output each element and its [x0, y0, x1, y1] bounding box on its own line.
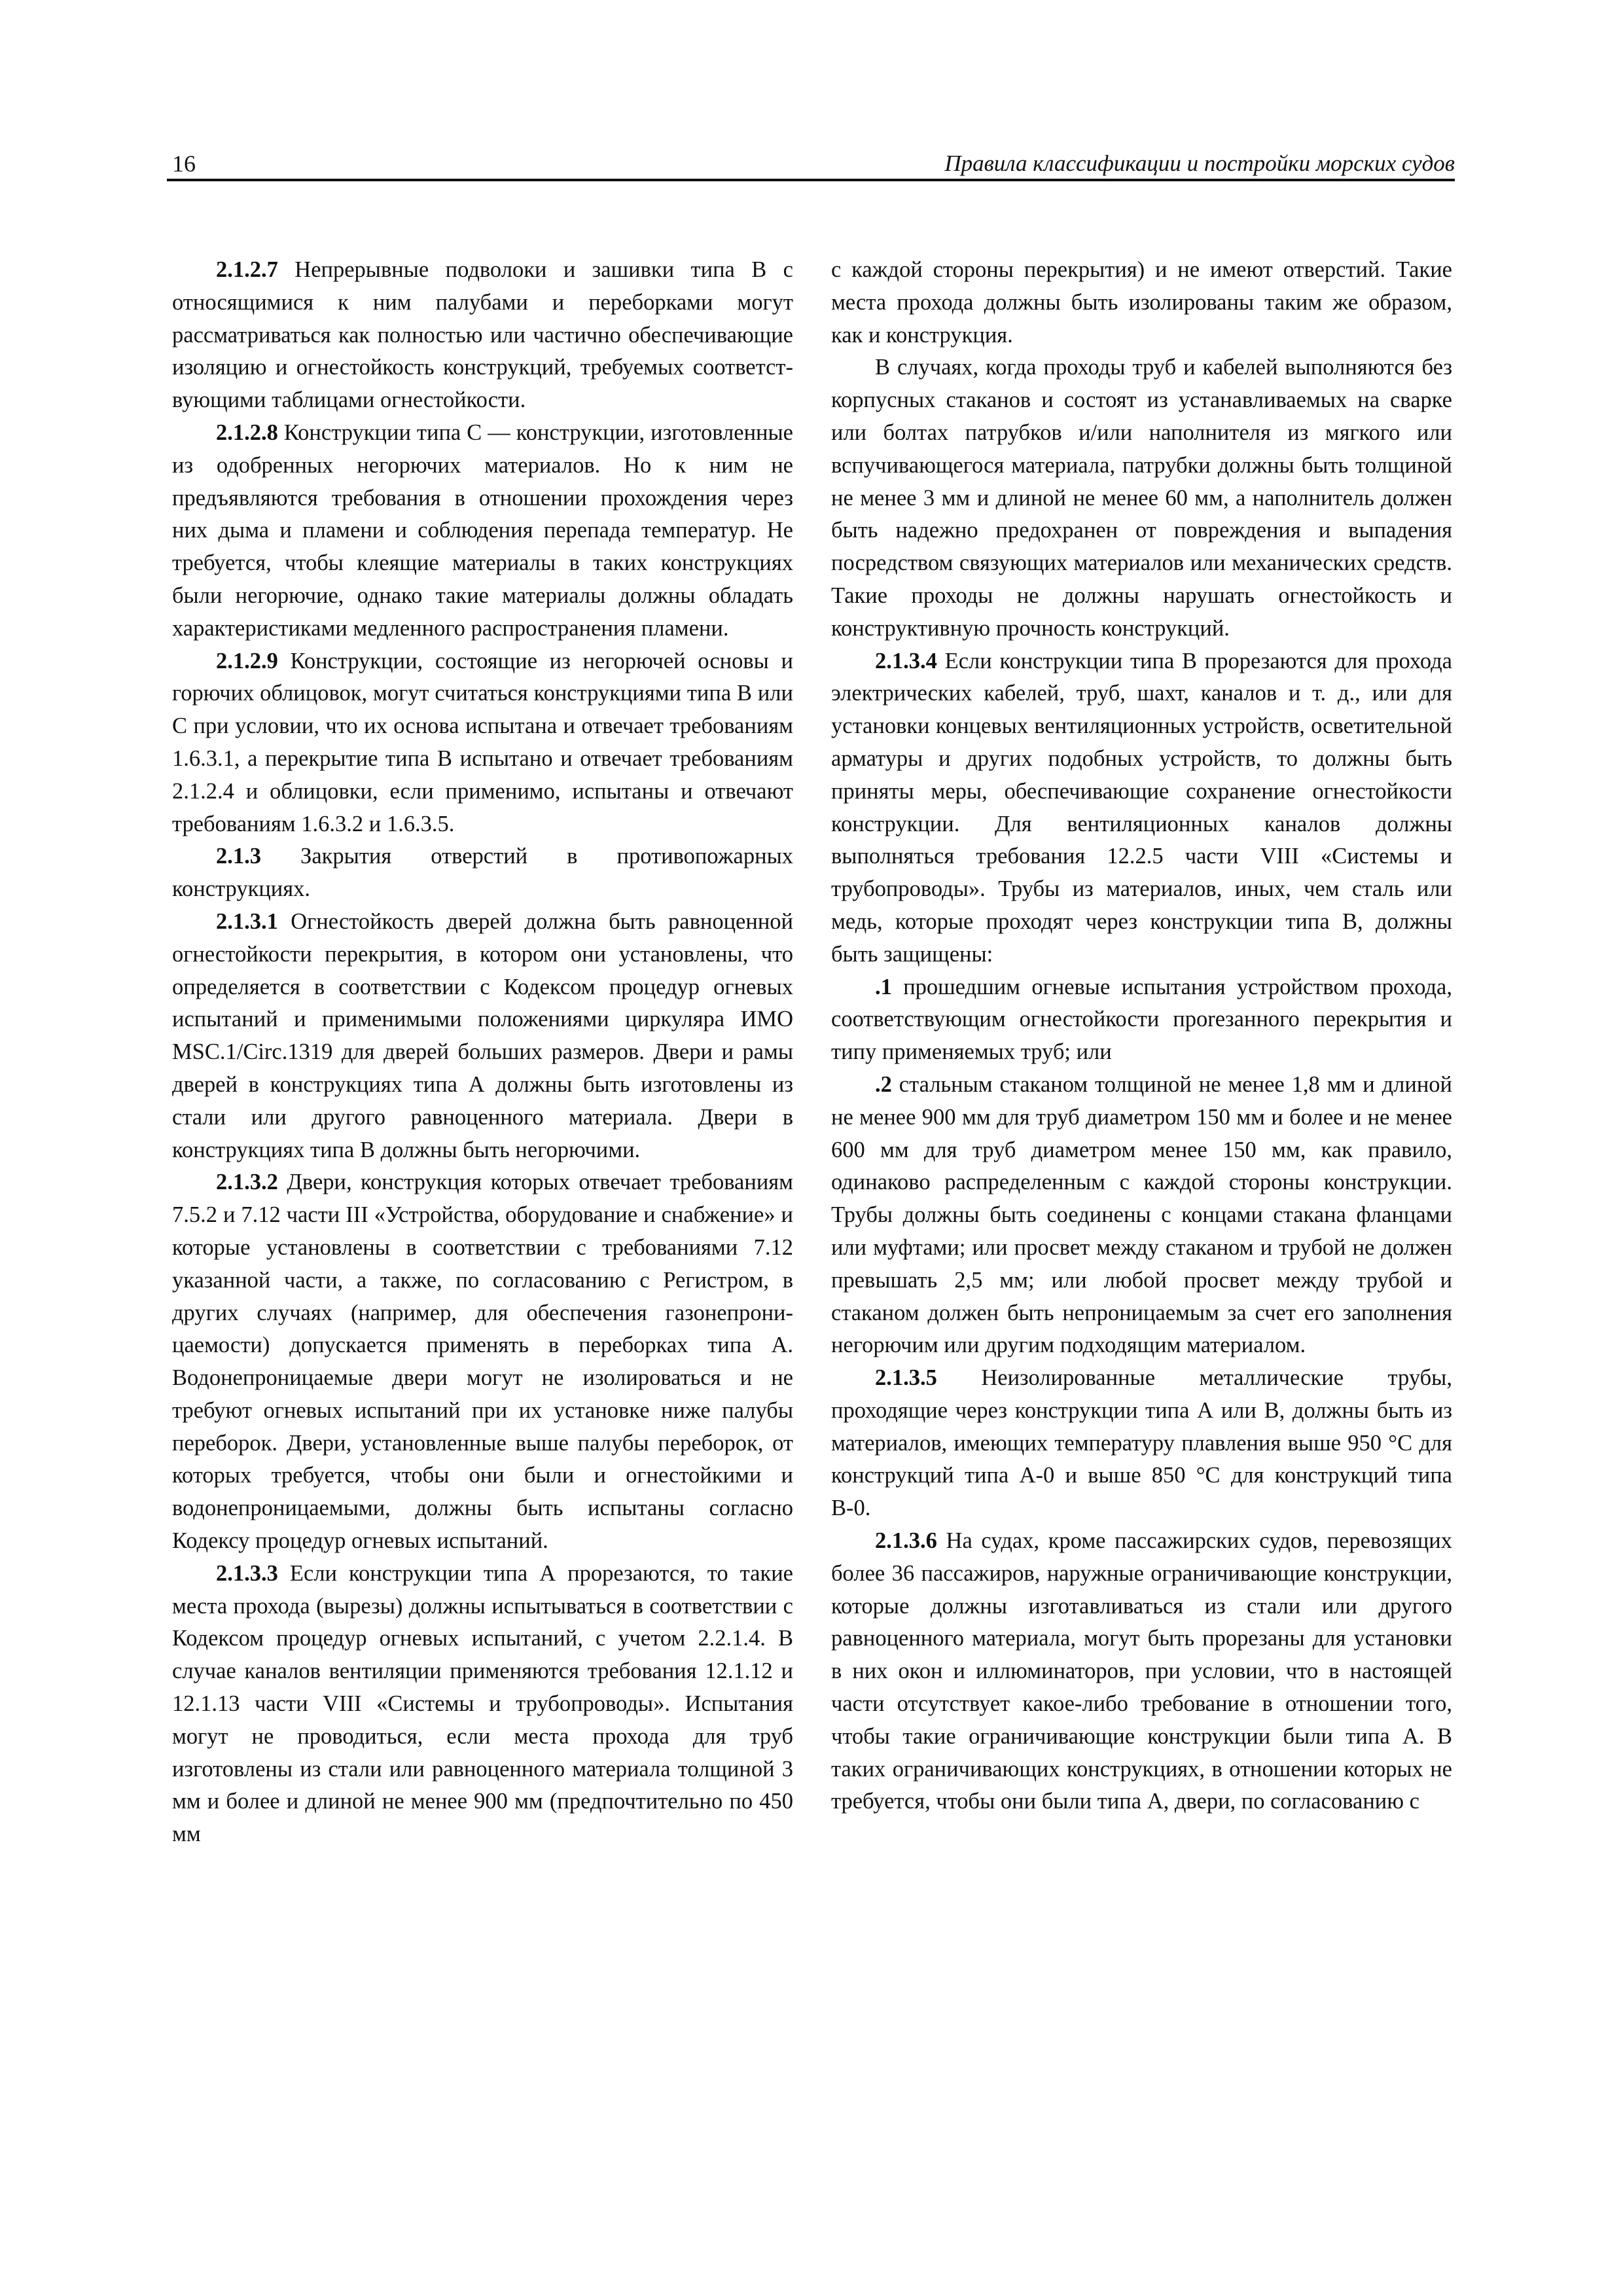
paragraph-pipe-passages — [831, 351, 1452, 645]
clause-number: 2.1.3.3 — [216, 1560, 278, 1586]
paragraph-text: На судах, кроме пассажирских судов, перевозящих более 36 пассажиров, наружные ограничивающие конструкции, которые должны изготавливаться из стали или другого равноценного материала, могут быть прорезаны для установки в них окон и иллюминаторов, при условии, что в настоящей части отсутствует какое-либо требование в отношении того, чтобы такие ограничивающие конструкции были типа А. В таких ограничивающих конструкциях, в отношении которых не требуется, чтобы они были типа А, двери, по согласованию с — [831, 1528, 1452, 1814]
paragraph-2-1-3-2 — [172, 1166, 793, 1558]
paragraph-text: Двери, конструкция которых отвечает требованиям 7.5.2 и 7.12 части III «Устройства, оборудование и снабжение» и которые установлены в соответствии с требованиями 7.12 указанной части, а также, по согласованию с Регистром, в других случаях (например, для обеспечения газонепроницаемости) допускается применять в переборках типа А. Водонепроницаемые двери могут не изолироваться и не требуют огневых испытаний при их установке ниже палубы переборок. Двери, установленные выше палубы переборок, от которых требуется, чтобы они были и огнестойкими и водонепроницаемыми, должны быть испытаны согласно Кодексу процедур огневых испытаний. — [172, 1170, 793, 1554]
list-item-1 — [831, 971, 1452, 1069]
clause-number: 2.1.3.1 — [216, 908, 278, 934]
paragraph-2-1-3-4 — [831, 645, 1452, 971]
section-heading-2-1-3 — [172, 840, 793, 906]
list-item-2 — [831, 1069, 1452, 1362]
list-marker: .2 — [875, 1071, 892, 1097]
clause-number: 2.1.3.4 — [875, 648, 937, 673]
page-number: 16 — [172, 151, 196, 177]
list-marker: .1 — [875, 974, 892, 999]
clause-number: 2.1.2.9 — [216, 648, 278, 673]
paragraph-text: Если конструкции типа А прорезаются, то такие места прохода (вырезы) должны испытываться в соответствии с Кодексом процедур огневых испытаний, с учетом 2.2.1.4. В случае каналов вентиляции применяются требования 12.1.12 и 12.1.13 части VIII «Системы и трубопроводы». Испытания могут не проводиться, если места прохода для труб изготовлены из стали или равноценного материала толщиной 3 мм и более и длиной не менее 900 мм (предпочтительно по 450 мм — [172, 1560, 793, 1847]
clause-number: 2.1.2.7 — [216, 257, 278, 282]
paragraph-2-1-2-9 — [172, 645, 793, 841]
clause-number: 2.1.3.5 — [875, 1365, 937, 1391]
paragraph-text: Неизолированные металлические трубы, проходящие через конструкции типа А или В, должны быть из материалов, имеющих температуру плавления выше 950 °С для конструкций типа А-0 и выше 850 °С для конструкций типа В-0. — [831, 1365, 1452, 1521]
paragraph-text: Непрерывные подволоки и зашивки типа В с относящимися к ним палубами и переборками могут рассматриваться как полностью или частично обеспечивающие изоляцию и огнестойкость конструкций, требуемых соответствующими таблицами огнестойкости. — [172, 257, 793, 413]
paragraph-2-1-3-1 — [172, 906, 793, 1166]
paragraph-text: Огнестойкость дверей должна быть равноценной огнестойкости перекрытия, в котором они установлены, что определяется в соответствии с Кодексом процедур огневых испытаний и применимыми положениями циркуляра ИМО MSC.1/Circ.1319 для дверей больших размеров. Двери и рамы дверей в конструкциях типа А должны быть изготовлены из стали или другого равноценного материала. Двери в конструкциях типа В должны быть негорючими. — [172, 908, 793, 1162]
paragraph-text: с каждой стороны перекрытия) и не имеют отверстий. Такие места прохода должны быть изолированы таким же образом, как и конструкция. — [831, 257, 1452, 348]
paragraph-continuation — [831, 254, 1452, 351]
section-heading-text: Закрытия отверстий в противопожарных конструкциях. — [172, 844, 793, 902]
clause-number: 2.1.3.6 — [875, 1528, 937, 1554]
paragraph-2-1-3-6 — [831, 1525, 1452, 1818]
right-column — [831, 254, 1452, 1818]
paragraph-2-1-2-7 — [172, 254, 793, 417]
list-item-text: прошедшим огневые испытания устройством прохода, соответствующим огнестойкости прoreзанного перекрытия и типу применяемых труб; или — [831, 974, 1452, 1065]
paragraph-text: Если конструкции типа В прорезаются для прохода электрических кабелей, труб, шахт, каналов и т. д., или для установки концевых вентиляционных устройств, осветительной арматуры и других подобных устройств, то должны быть приняты меры, обеспечивающие сохранение огнестойкости конструкции. Для вентиляционных каналов должны выполняться требования 12.2.5 части VIII «Системы и трубопроводы». Трубы из материалов, иных, чем сталь или медь, которые проходят через конструкции типа В, должны быть защищены: — [831, 648, 1452, 967]
paragraph-text: В случаях, когда проходы труб и кабелей выполняются без корпусных стаканов и состоят из устанавливаемых на сварке или болтах патрубков и/или наполнителя из мягкого или вспучивающегося материала, патрубки должны быть толщиной не менее 3 мм и длиной не менее 60 мм, а наполнитель должен быть надежно предохранен от повреждения и выпадения посредством связующих материалов или механических средств. Такие проходы не должны нарушать огнестойкость и конструктивную прочность конструкций. — [831, 355, 1452, 641]
clause-number: 2.1.2.8 — [216, 420, 278, 445]
paragraph-2-1-3-5 — [831, 1362, 1452, 1525]
paragraph-text: Конструкции типа С — конструкции, изготовленные из одобренных негорючих материалов. Но к ним не предъявляются требования в отношении прохождения через них дыма и пламени и соблюдения перепада температур. Не требуется, чтобы клеящие материалы в таких конструкциях были негорючие, однако такие материалы должны обладать характеристиками медленного распространения пламени. — [172, 420, 793, 641]
paragraph-2-1-3-3 — [172, 1558, 793, 1851]
header-rule — [167, 179, 1455, 181]
list-item-text: стальным стаканом толщиной не менее 1,8 мм и длиной не менее 900 мм для труб диаметром 150 мм и более и не менее 600 мм для труб диаметром менее 150 мм, как правило, одинаково распределенным с каждой стороны конструкции. Трубы должны быть соединены с концами стакана фланцами или муфтами; или просвет между стаканом и трубой не должен превышать 2,5 мм; или любой просвет между трубой и стаканом должен быть непроницаемым за счет его заполнения негорючим или другим подходящим материалом. — [831, 1071, 1452, 1358]
clause-number: 2.1.3 — [216, 844, 261, 869]
clause-number: 2.1.3.2 — [216, 1170, 278, 1195]
paragraph-2-1-2-8 — [172, 417, 793, 645]
left-column — [172, 254, 793, 1851]
page-header — [167, 149, 1455, 178]
paragraph-text: Конструкции, состоящие из негорючей основы и горючих облицовок, могут считаться конструкциями типа В или С при условии, что их основа испытана и отвечает требованиям 1.6.3.1, а перекрытие типа В испытано и отвечает требованиям 2.1.2.4 и облицовки, если применимо, испытаны и отвечают требованиям 1.6.3.2 и 1.6.3.5. — [172, 648, 793, 836]
running-title: Правила классификации и постройки морских судов — [944, 151, 1455, 176]
